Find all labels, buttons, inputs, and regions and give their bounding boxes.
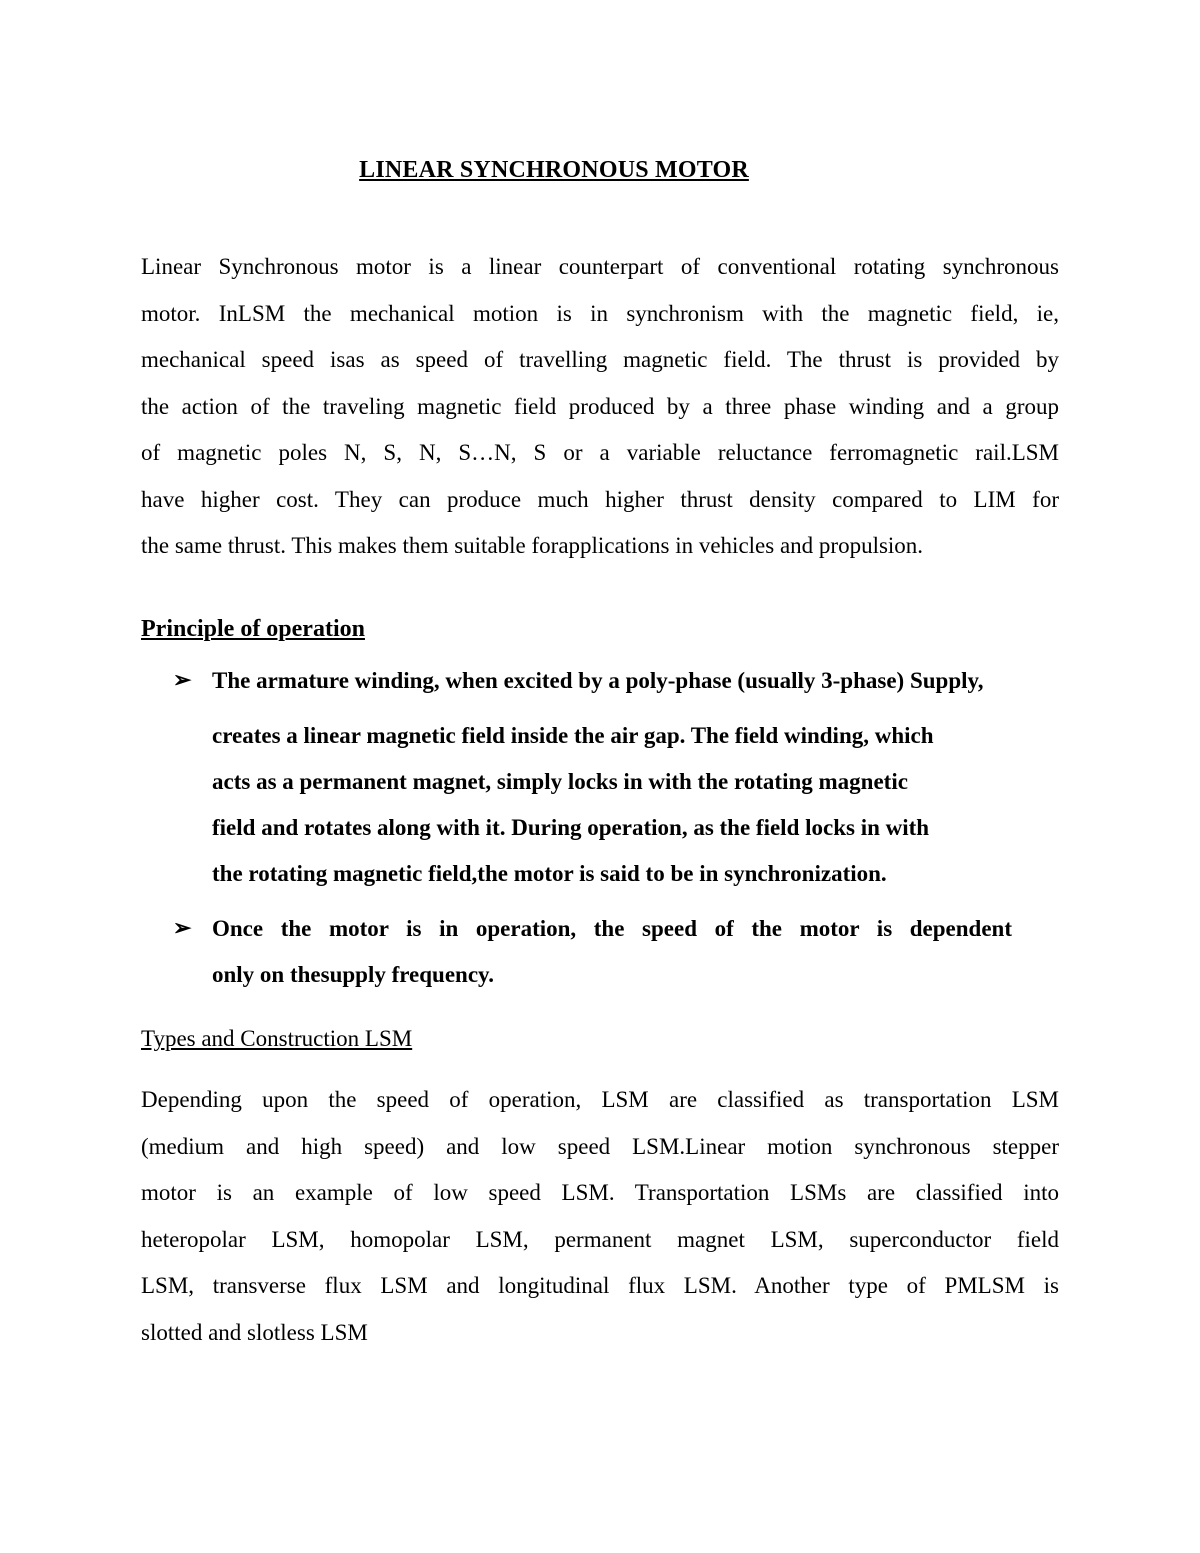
text-line: have higher cost. They can produce much higher thrust density compared to LIM for [141, 486, 1059, 512]
text-line: Depending upon the speed of operation, LSM are classified as transportation LSM [141, 1087, 1059, 1112]
intro-paragraph [141, 253, 1059, 579]
types-heading: Types and Construction LSM [141, 1026, 413, 1051]
text-line: motor is an example of low speed LSM. Transportation LSMs are classified into [141, 1180, 1059, 1205]
text-line: only on thesupply frequency. [212, 962, 495, 987]
text-line: field and rotates along with it. During operation, as the field locks in with [212, 815, 930, 840]
text-line: motor. InLSM the mechanical motion is in synchronism with the magnetic field, ie, [141, 300, 1059, 326]
arrow-bullet-icon: ➢ [173, 667, 192, 692]
text-line: (medium and high speed) and low speed LSM.Linear motion synchronous stepper [141, 1133, 1059, 1159]
text-line: heteropolar LSM, homopolar LSM, permanent magnet LSM, superconductor field [141, 1226, 1059, 1252]
types-paragraph [141, 1086, 1059, 1365]
bullet-text [212, 915, 1012, 1007]
arrow-bullet-icon: ➢ [173, 915, 192, 940]
text-line: of magnetic poles N, S, N, S…N, S or a variable reluctance ferromagnetic rail.LSM [141, 440, 1059, 465]
text-line: The armature winding, when excited by a poly-phase (usually 3-phase) Supply, [212, 668, 984, 693]
text-line: the rotating magnetic field,the motor is said to be in synchronization. [212, 861, 887, 886]
text-line: slotted and slotless LSM [141, 1319, 368, 1345]
principle-heading: Principle of operation [141, 616, 365, 642]
text-line: the action of the traveling magnetic field produced by a three phase winding and a group [141, 393, 1059, 419]
document-title: LINEAR SYNCHRONOUS MOTOR [359, 157, 749, 183]
bullet-text [212, 667, 984, 906]
text-line: Linear Synchronous motor is a linear counterpart of conventional rotating synchronous [141, 254, 1059, 279]
text-line: mechanical speed isas as speed of travelling magnetic field. The thrust is provided by [141, 347, 1059, 372]
text-line: the same thrust. This makes them suitable forapplications in vehicles and propulsion. [141, 533, 924, 558]
text-line: creates a linear magnetic field inside the air gap. The field winding, which [212, 723, 934, 748]
text-line: LSM, transverse flux LSM and longitudinal flux LSM. Another type of PMLSM is [141, 1273, 1059, 1298]
text-line: acts as a permanent magnet, simply locks in with the rotating magnetic [212, 769, 908, 794]
text-line: Once the motor is in operation, the speed of the motor is dependent [212, 916, 1012, 941]
